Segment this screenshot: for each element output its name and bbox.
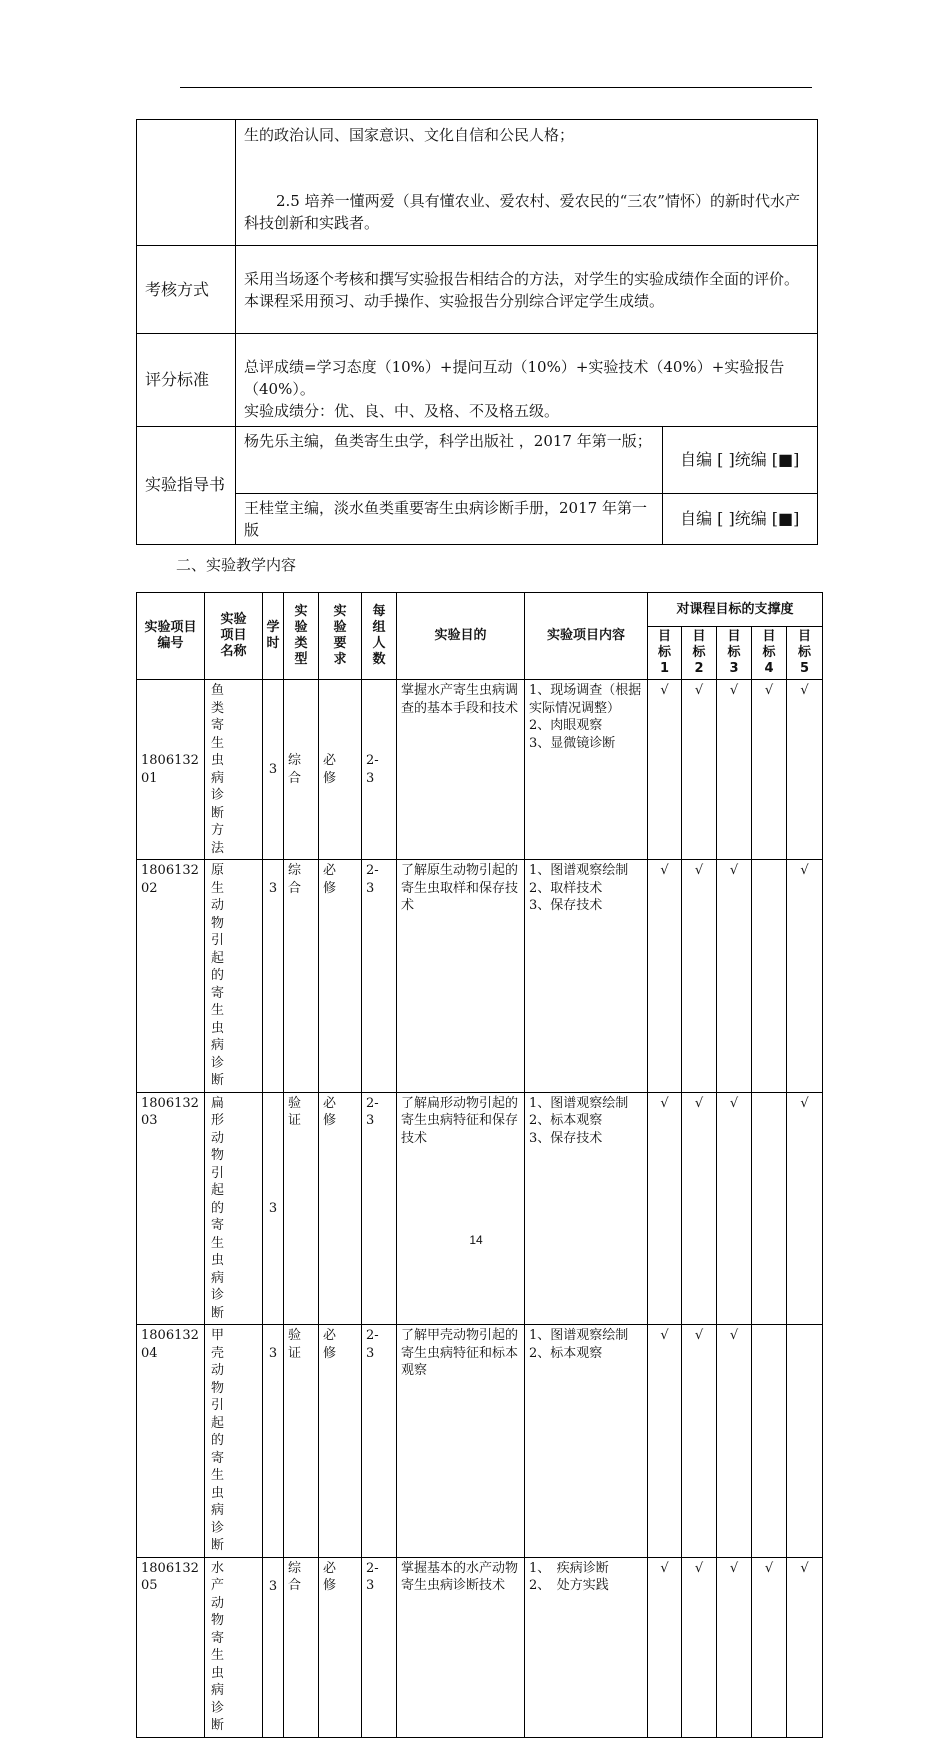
course-info-table [136,119,818,545]
experiment-req: 必修 [319,1092,362,1325]
goal-mark [752,1092,787,1325]
experiment-purpose: 了解甲壳动物引起的寄生虫病特征和标本观察 [397,1325,525,1558]
col-header-req: 实验要求 [319,593,362,680]
experiment-id: 180613203 [137,1092,205,1325]
experiment-purpose: 了解扁形动物引起的寄生虫病特征和保存技术 [397,1092,525,1325]
textbook-item [236,493,817,544]
goal-mark: √ [717,1092,752,1325]
goal-mark: √ [717,860,752,1093]
goal-mark: √ [787,860,823,1093]
content-item: 1、 疾病诊断 [529,1560,609,1576]
content-item: 3、显微镜诊断 [529,735,616,751]
experiment-purpose: 掌握水产寄生虫病调查的基本手段和技术 [397,680,525,860]
goal-mark: √ [648,1557,682,1737]
content-item: 1、图谱观察绘制 [529,1328,629,1343]
grading-row [137,334,818,427]
objective-tail-text: 生的政治认同、国家意识、文化自信和公民人格； [244,126,575,144]
experiment-hours: 3 [263,1092,284,1325]
goal-mark [752,1325,787,1558]
content-item: 2、标本观察 [529,1345,603,1361]
experiment-name: 扁形动物引起的寄生虫病诊断 [205,1092,263,1325]
textbook-label: 实验指导书 [137,427,236,545]
goal-mark: √ [648,1092,682,1325]
textbook-row [137,427,818,545]
experiment-type: 综合 [284,860,319,1093]
goal-mark: √ [717,1325,752,1558]
experiment-id: 180613202 [137,860,205,1093]
goal-mark: √ [717,1557,752,1737]
experiment-id: 180613205 [137,1557,205,1737]
experiment-group: 2-3 [362,1092,397,1325]
experiment-name: 甲壳动物引起的寄生虫病诊断 [205,1325,263,1558]
textbook-title: 王桂堂主编，淡水鱼类重要寄生虫病诊断手册，2017 年第一版 [236,493,662,544]
assessment-text: 采用当场逐个考核和撰写实验报告相结合的方法，对学生的实验成绩作全面的评价。本课程采用预习、动手操作、实验报告分别综合评定学生成绩。 [236,246,818,334]
content-item: 3、保存技术 [529,1130,603,1146]
goal-mark: √ [717,680,752,860]
experiment-hours: 3 [263,1557,284,1737]
section-title: 二、实验教学内容 [176,556,297,574]
page-number: 14 [469,1233,483,1247]
content-item: 2、 处方实践 [529,1578,609,1593]
experiment-group: 2-3 [362,680,397,860]
col-header-goal-3: 目标3 [717,627,752,680]
header-row [137,593,823,627]
goal-mark: √ [787,1557,823,1737]
table-row [137,1325,823,1558]
objectives-row [137,120,818,246]
experiment-req: 必修 [319,1325,362,1558]
experiment-hours: 3 [263,1325,284,1558]
goal-mark: √ [648,1325,682,1558]
grading-line-2: 实验成绩分：优、良、中、及格、不及格五级。 [244,402,560,420]
content-item: 1、图谱观察绘制 [529,1095,629,1111]
experiment-id: 180613204 [137,1325,205,1558]
header-rule [180,87,812,88]
experiment-req: 必修 [319,1557,362,1737]
textbook-item [236,427,817,493]
goal-mark: √ [752,1557,787,1737]
col-header-purpose: 实验目的 [397,593,525,680]
objectives-cell [236,120,818,246]
experiment-purpose: 了解原生动物引起的寄生虫取样和保存技术 [397,860,525,1093]
content-item: 3、保存技术 [529,898,603,913]
experiment-name: 原生动物引起的寄生虫病诊断 [205,860,263,1093]
col-header-id: 实验项目编号 [137,593,205,680]
col-header-content: 实验项目内容 [525,593,648,680]
goal-mark: √ [648,860,682,1093]
experiment-type: 综合 [284,680,319,860]
goal-mark: √ [787,1092,823,1325]
col-header-hours: 学时 [263,593,284,680]
experiment-content [525,1092,648,1325]
goal-mark: √ [787,680,823,860]
assessment-row [137,246,818,334]
col-header-goal-2: 目标2 [682,627,717,680]
col-header-goal-4: 目标4 [752,627,787,680]
goal-mark [752,860,787,1093]
table-row [137,860,823,1093]
experiment-type: 验证 [284,1092,319,1325]
objectives-label-cell [137,120,236,246]
goal-mark: √ [682,860,717,1093]
col-header-goal-5: 目标5 [787,627,823,680]
experiment-group: 2-3 [362,860,397,1093]
experiment-req: 必修 [319,680,362,860]
goal-mark: √ [682,1557,717,1737]
content-item: 2、取样技术 [529,880,603,896]
table-row [137,1092,823,1325]
table-row [137,680,823,860]
experiment-group: 2-3 [362,1557,397,1737]
experiment-content [525,860,648,1093]
textbook-cell [236,427,818,545]
experiment-id: 180613201 [137,680,205,860]
col-header-support: 对课程目标的支撑度 [648,593,823,627]
experiment-type: 综合 [284,1557,319,1737]
grading-cell [236,334,818,427]
col-header-type: 实验类型 [284,593,319,680]
content-item: 1、图谱观察绘制 [529,863,629,878]
goal-mark [787,1325,823,1558]
objective-2-5-text: 2.5 培养一懂两爱（具有懂农业、爱农村、爱农民的“三农”情怀）的新时代水产科技创新和实践者。 [244,192,800,232]
experiments-table [136,592,823,1738]
goal-mark: √ [648,680,682,860]
content-item: 2、标本观察 [529,1113,603,1128]
textbook-subtable [236,427,817,544]
experiment-content [525,680,648,860]
col-header-goal-1: 目标1 [648,627,682,680]
col-header-group: 每组人数 [362,593,397,680]
content-item: 1、现场调查（根据实际情况调整） [529,683,642,716]
textbook-type: 自编 [ ]统编 [■] [662,493,817,544]
goal-mark: √ [682,680,717,860]
experiment-hours: 3 [263,680,284,860]
experiment-type: 验证 [284,1325,319,1558]
table-row [137,1557,823,1737]
col-header-name: 实验项目名称 [205,593,263,680]
experiment-name: 水产动物寄生虫病诊断 [205,1557,263,1737]
experiment-purpose: 掌握基本的水产动物寄生虫病诊断技术 [397,1557,525,1737]
textbook-type: 自编 [ ]统编 [■] [662,427,817,493]
experiment-hours: 3 [263,860,284,1093]
experiment-name: 鱼类寄生虫病诊断方法 [205,680,263,860]
experiment-content [525,1325,648,1558]
experiment-group: 2-3 [362,1325,397,1558]
content-item: 2、肉眼观察 [529,718,603,733]
experiment-req: 必修 [319,860,362,1093]
goal-mark: √ [752,680,787,860]
assessment-label: 考核方式 [137,246,236,334]
experiment-content [525,1557,648,1737]
goal-mark: √ [682,1092,717,1325]
grading-label: 评分标准 [137,334,236,427]
goal-mark: √ [682,1325,717,1558]
grading-line-1: 总评成绩=学习态度（10%）+提问互动（10%）+实验技术（40%）+实验报告（40%）。 [244,358,785,398]
textbook-title: 杨先乐主编，鱼类寄生虫学，科学出版社 ，2017 年第一版； [244,432,652,450]
